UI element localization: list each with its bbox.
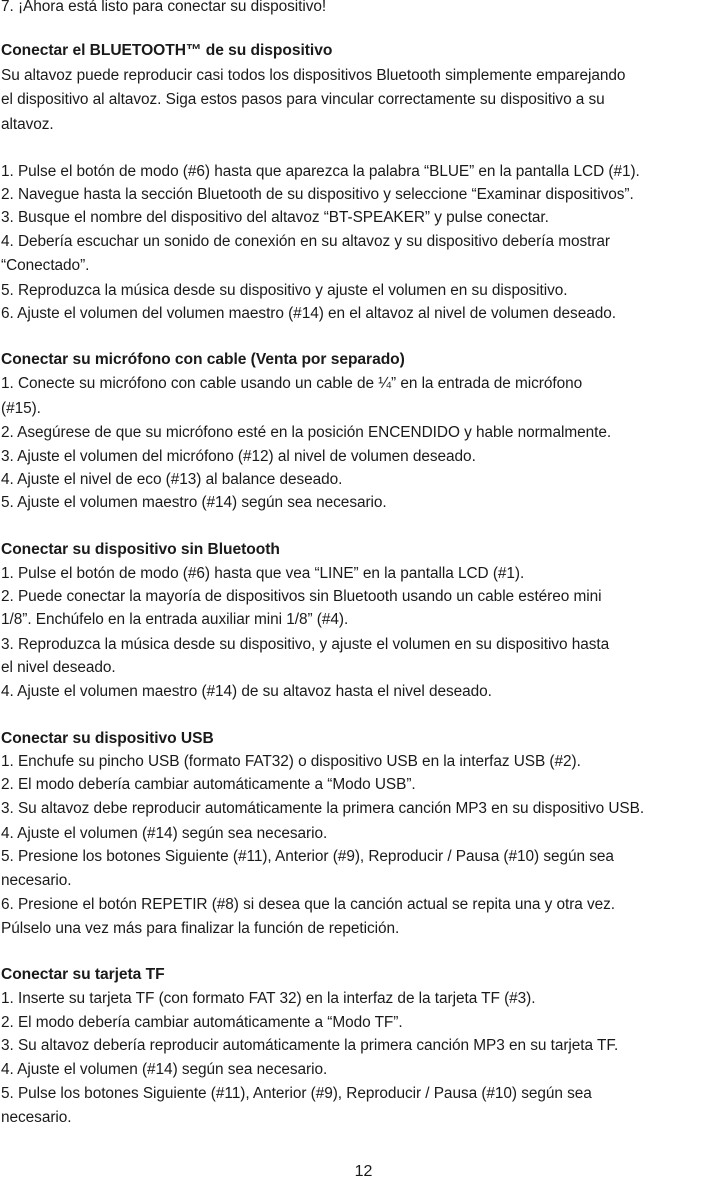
microphone-step: 4. Ajuste el nivel de eco (#13) al balance deseado.	[1, 471, 343, 488]
bluetooth-step: 1. Pulse el botón de modo (#6) hasta que aparezca la palabra “BLUE” en la pantalla LCD (#1).	[1, 163, 640, 180]
bluetooth-intro-line: el dispositivo al altavoz. Siga estos pasos para vincular correctamente su dispositivo a su	[1, 91, 605, 108]
usb-step: 1. Enchufe su pincho USB (formato FAT32) o dispositivo USB en la interfaz USB (#2).	[1, 753, 581, 770]
microphone-step: 5. Ajuste el volumen maestro (#14) según sea necesario.	[1, 494, 387, 511]
non-bluetooth-step: el nivel deseado.	[1, 659, 116, 676]
microphone-step: 1. Conecte su micrófono con cable usando un cable de ¼” en la entrada de micrófono	[1, 375, 583, 392]
bluetooth-intro-line: altavoz.	[1, 116, 54, 133]
bluetooth-intro-line: Su altavoz puede reproducir casi todos los dispositivos Bluetooth simplemente emparejando	[1, 67, 626, 84]
microphone-step: 2. Asegúrese de que su micrófono esté en la posición ENCENDIDO y hable normalmente.	[1, 424, 612, 441]
tf-card-step: 4. Ajuste el volumen (#14) según sea necesario.	[1, 1061, 328, 1078]
bluetooth-step: “Conectado”.	[1, 257, 90, 274]
microphone-step: (#15).	[1, 400, 41, 417]
page-number: 12	[354, 1163, 373, 1180]
bluetooth-step: 2. Navegue hasta la sección Bluetooth de su dispositivo y seleccione “Examinar dispositivos”.	[1, 186, 634, 203]
tf-card-section-title: Conectar su tarjeta TF	[1, 966, 165, 983]
bluetooth-step: 4. Debería escuchar un sonido de conexión en su altavoz y su dispositivo debería mostrar	[1, 233, 611, 250]
bluetooth-step: 6. Ajuste el volumen del volumen maestro (#14) en el altavoz al nivel de volumen deseado.	[1, 305, 616, 322]
tf-card-step: 3. Su altavoz debería reproducir automáticamente la primera canción MP3 en su tarjeta TF.	[1, 1037, 619, 1054]
tf-card-step: 2. El modo debería cambiar automáticamente a “Modo TF”.	[1, 1014, 403, 1031]
non-bluetooth-section-title: Conectar su dispositivo sin Bluetooth	[1, 541, 280, 558]
non-bluetooth-step: 4. Ajuste el volumen maestro (#14) de su altavoz hasta el nivel deseado.	[1, 683, 492, 700]
usb-step: 2. El modo debería cambiar automáticamente a “Modo USB”.	[1, 776, 416, 793]
usb-step: necesario.	[1, 872, 72, 889]
bluetooth-step: 5. Reproduzca la música desde su dispositivo y ajuste el volumen en su dispositivo.	[1, 282, 568, 299]
tf-card-step: 5. Pulse los botones Siguiente (#11), Anterior (#9), Reproducir / Pausa (#10) según sea	[1, 1085, 592, 1102]
bluetooth-step: 3. Busque el nombre del dispositivo del altavoz “BT-SPEAKER” y pulse conectar.	[1, 209, 549, 226]
tf-card-step: necesario.	[1, 1109, 72, 1126]
usb-step: 3. Su altavoz debe reproducir automáticamente la primera canción MP3 en su dispositivo USB.	[1, 800, 645, 817]
microphone-section-title: Conectar su micrófono con cable (Venta por separado)	[1, 351, 405, 368]
intro-step: 7. ¡Ahora está listo para conectar su dispositivo!	[1, 0, 327, 15]
tf-card-step: 1. Inserte su tarjeta TF (con formato FAT 32) en la interfaz de la tarjeta TF (#3).	[1, 990, 536, 1007]
usb-section-title: Conectar su dispositivo USB	[1, 730, 214, 747]
non-bluetooth-step: 3. Reproduzca la música desde su dispositivo, y ajuste el volumen en su dispositivo hasta	[1, 636, 610, 653]
microphone-step: 3. Ajuste el volumen del micrófono (#12) al nivel de volumen deseado.	[1, 448, 476, 465]
usb-step: 5. Presione los botones Siguiente (#11), Anterior (#9), Reproducir / Pausa (#10) según sea	[1, 848, 614, 865]
non-bluetooth-step: 1/8”. Enchúfelo en la entrada auxiliar mini 1/8” (#4).	[1, 611, 349, 628]
usb-step: 6. Presione el botón REPETIR (#8) si desea que la canción actual se repita una y otra vez.	[1, 896, 616, 913]
usb-step: Púlselo una vez más para finalizar la función de repetición.	[1, 920, 400, 937]
bluetooth-section-title: Conectar el BLUETOOTH™ de su dispositivo	[1, 42, 333, 59]
non-bluetooth-step: 1. Pulse el botón de modo (#6) hasta que vea “LINE” en la pantalla LCD (#1).	[1, 565, 525, 582]
non-bluetooth-step: 2. Puede conectar la mayoría de dispositivos sin Bluetooth usando un cable estéreo mini	[1, 588, 602, 605]
usb-step: 4. Ajuste el volumen (#14) según sea necesario.	[1, 825, 328, 842]
